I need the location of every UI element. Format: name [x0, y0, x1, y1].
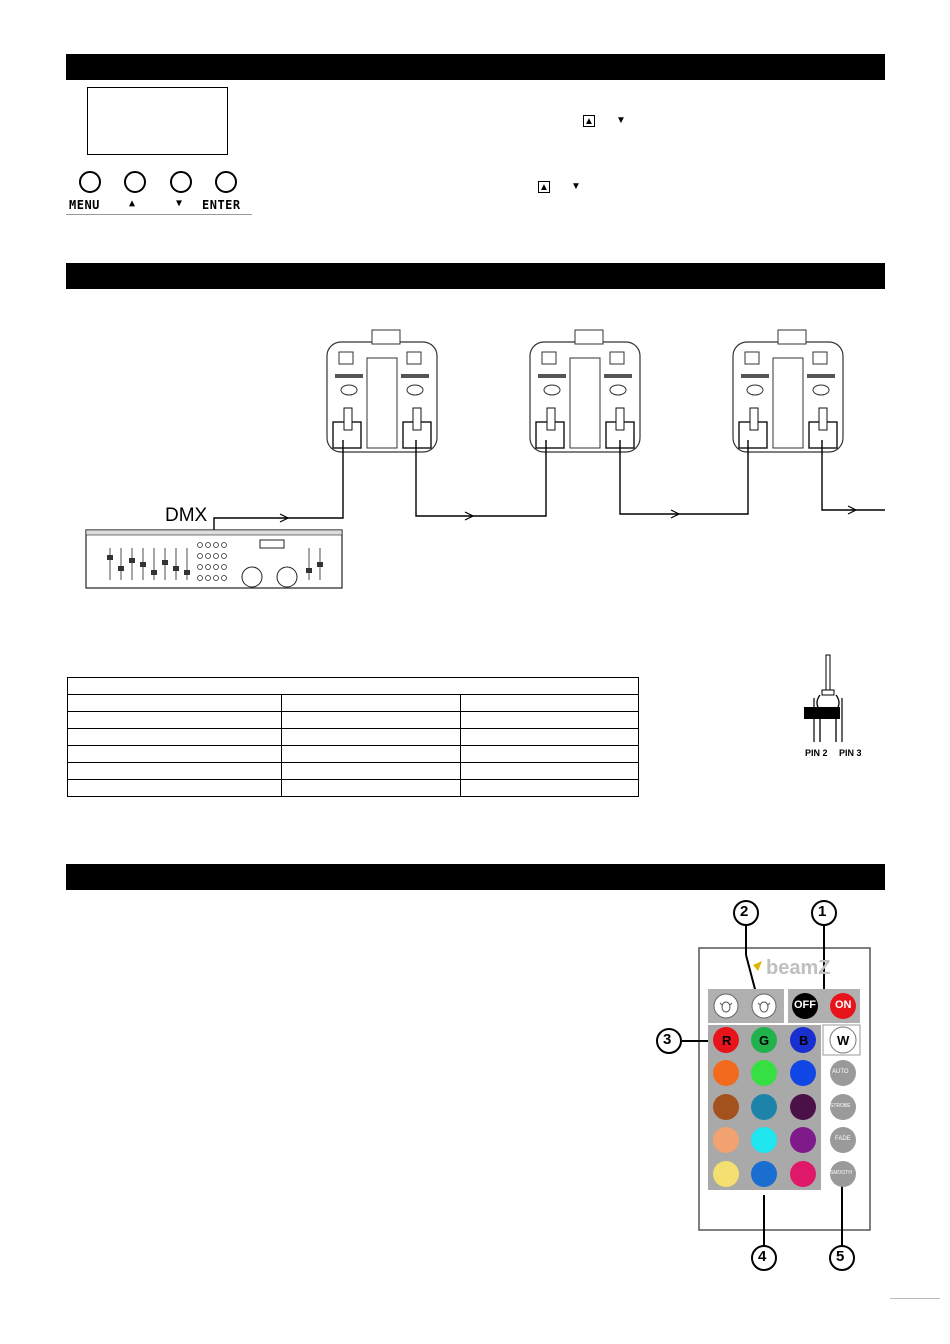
table-row: [68, 746, 639, 763]
terminator-pin-diagram: [800, 650, 870, 750]
callout-5: 5: [836, 1248, 845, 1265]
callout-3: 3: [663, 1031, 672, 1048]
dmx-connection-diagram: [0, 0, 950, 620]
table-row: [68, 763, 639, 780]
table-row: [68, 729, 639, 746]
section-header-bar-3: [66, 864, 885, 890]
remote-off-button[interactable]: OFF: [794, 999, 816, 1011]
up-arrow-icon: ▲: [539, 182, 549, 193]
pin2-label: PIN 2: [805, 748, 828, 758]
dmx-table: [67, 677, 639, 797]
dmx-label: DMX: [165, 505, 208, 526]
dmx-controller: [86, 530, 342, 588]
remote-smooth-button[interactable]: SMOOTH: [830, 1170, 852, 1176]
remote-on-button[interactable]: ON: [835, 999, 852, 1011]
up-arrow-icon: ▲: [584, 116, 594, 127]
remote-white-button[interactable]: W: [837, 1033, 850, 1048]
callout-4: 4: [758, 1248, 767, 1265]
remote-red-button[interactable]: R: [722, 1033, 732, 1048]
table-row: [68, 780, 639, 797]
table-row: [68, 695, 639, 712]
remote-blue-button[interactable]: B: [799, 1033, 809, 1048]
remote-control: [650, 895, 890, 1285]
down-arrow-icon: ▼: [571, 181, 581, 192]
callout-2: 2: [740, 903, 749, 920]
menu-button-label: MENU: [69, 198, 100, 212]
table-row: [68, 712, 639, 729]
down-button-label: ▼: [176, 198, 183, 209]
enter-button-label: ENTER: [202, 198, 241, 212]
remote-fade-button[interactable]: FADE: [835, 1136, 851, 1142]
remote-green-button[interactable]: G: [759, 1033, 770, 1048]
remote-brand-logo: beamZ: [766, 957, 831, 979]
remote-strobe-button[interactable]: STROBE: [830, 1103, 851, 1109]
page-footer-line: [890, 1298, 940, 1299]
remote-auto-button[interactable]: AUTO: [832, 1069, 849, 1075]
pin3-label: PIN 3: [839, 748, 862, 758]
down-arrow-icon: ▼: [616, 115, 626, 126]
callout-1: 1: [818, 903, 827, 920]
table-row: [68, 678, 639, 695]
up-button-label: ▲: [129, 198, 136, 209]
